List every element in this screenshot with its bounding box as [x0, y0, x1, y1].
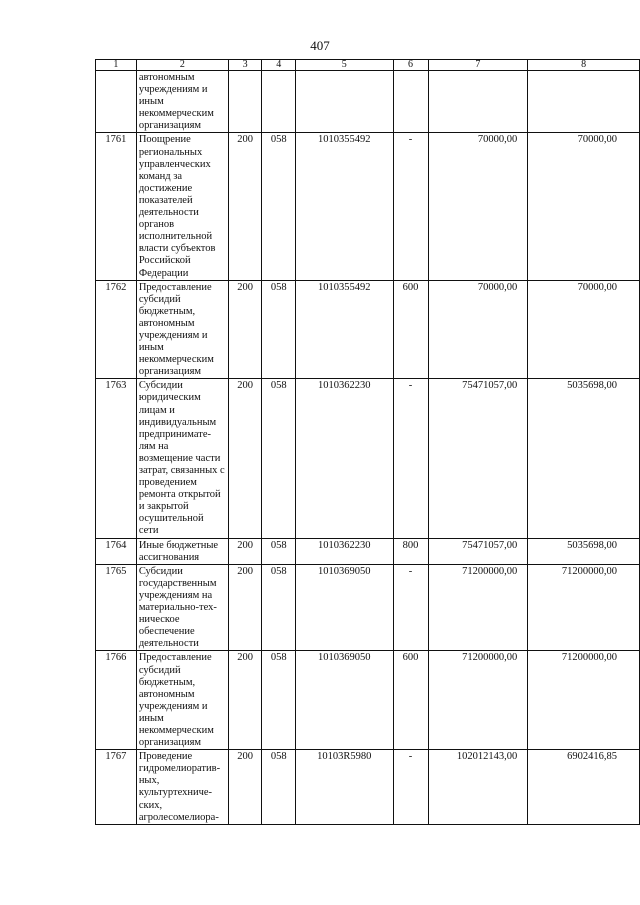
column-4-cell — [262, 71, 296, 133]
column-header: 6 — [393, 60, 428, 71]
table-row — [96, 71, 640, 133]
table-row — [96, 379, 640, 538]
row-number-cell: 1765 — [96, 564, 137, 651]
table-row — [96, 538, 640, 564]
column-5-cell: 1010369050 — [296, 651, 393, 750]
table-row — [96, 280, 640, 379]
column-4-cell: 058 — [262, 651, 296, 750]
row-number-cell: 1763 — [96, 379, 137, 538]
column-header: 8 — [528, 60, 640, 71]
column-6-cell: - — [393, 750, 428, 825]
column-header: 5 — [296, 60, 393, 71]
item-name-cell: автономным учреждениям и иным некоммерческим организациям — [136, 71, 228, 133]
column-8-cell: 6902416,85 — [528, 750, 640, 825]
column-6-cell: - — [393, 564, 428, 651]
column-3-cell: 200 — [228, 651, 262, 750]
column-8-cell: 5035698,00 — [528, 379, 640, 538]
column-5-cell — [296, 71, 393, 133]
item-name-cell: Субсидии государственным учреждениям на материально-тех-ническое обеспечение деятельности — [136, 564, 228, 651]
column-header: 1 — [96, 60, 137, 71]
column-3-cell: 200 — [228, 750, 262, 825]
column-3-cell: 200 — [228, 133, 262, 280]
item-name-cell: Поощрение региональных управленческих команд за достижение показателей деятельности органов исполнительной власти субъектов Российской Федерации — [136, 133, 228, 280]
column-6-cell: 800 — [393, 538, 428, 564]
column-5-cell: 1010355492 — [296, 133, 393, 280]
table-row — [96, 133, 640, 280]
column-7-cell — [428, 71, 528, 133]
column-7-cell: 71200000,00 — [428, 651, 528, 750]
item-name-cell: Иные бюджетные ассигнования — [136, 538, 228, 564]
column-5-cell: 1010362230 — [296, 538, 393, 564]
item-name-cell: Предоставление субсидий бюджетным, автономным учреждениям и иным некоммерческим организациям — [136, 651, 228, 750]
page-number: 407 — [310, 38, 330, 53]
column-4-cell: 058 — [262, 750, 296, 825]
column-header: 3 — [228, 60, 262, 71]
row-number-cell: 1766 — [96, 651, 137, 750]
column-header: 4 — [262, 60, 296, 71]
column-3-cell: 200 — [228, 564, 262, 651]
column-5-cell: 10103R5980 — [296, 750, 393, 825]
column-3-cell: 200 — [228, 538, 262, 564]
item-name-cell: Предоставление субсидий бюджетным, автономным учреждениям и иным некоммерческим организациям — [136, 280, 228, 379]
column-8-cell: 70000,00 — [528, 280, 640, 379]
column-7-cell: 71200000,00 — [428, 564, 528, 651]
column-7-cell: 75471057,00 — [428, 538, 528, 564]
column-3-cell: 200 — [228, 379, 262, 538]
column-8-cell: 5035698,00 — [528, 538, 640, 564]
column-4-cell: 058 — [262, 280, 296, 379]
column-header: 2 — [136, 60, 228, 71]
column-8-cell — [528, 71, 640, 133]
budget-table — [95, 59, 640, 825]
column-8-cell: 71200000,00 — [528, 564, 640, 651]
column-7-cell: 70000,00 — [428, 133, 528, 280]
column-4-cell: 058 — [262, 133, 296, 280]
table-row — [96, 564, 640, 651]
column-3-cell: 200 — [228, 280, 262, 379]
table-row — [96, 750, 640, 825]
row-number-cell: 1762 — [96, 280, 137, 379]
column-5-cell: 1010362230 — [296, 379, 393, 538]
column-6-cell: - — [393, 133, 428, 280]
row-number-cell: 1761 — [96, 133, 137, 280]
column-7-cell: 102012143,00 — [428, 750, 528, 825]
column-4-cell: 058 — [262, 538, 296, 564]
column-3-cell — [228, 71, 262, 133]
item-name-cell: Субсидии юридическим лицам и индивидуальным предпринимате-лям на возмещение части затрат, связанных с проведением ремонта открытой и закрытой осушительной сети — [136, 379, 228, 538]
table-row — [96, 651, 640, 750]
table-header-row — [96, 60, 640, 71]
column-5-cell: 1010355492 — [296, 280, 393, 379]
column-6-cell: - — [393, 379, 428, 538]
column-4-cell: 058 — [262, 379, 296, 538]
column-header: 7 — [428, 60, 528, 71]
column-7-cell: 70000,00 — [428, 280, 528, 379]
item-name-cell: Проведение гидромелиоратив-ных, культуртехниче-ских, агролесомелиора- — [136, 750, 228, 825]
column-8-cell: 71200000,00 — [528, 651, 640, 750]
column-6-cell: 600 — [393, 280, 428, 379]
column-5-cell: 1010369050 — [296, 564, 393, 651]
row-number-cell: 1767 — [96, 750, 137, 825]
column-7-cell: 75471057,00 — [428, 379, 528, 538]
column-6-cell — [393, 71, 428, 133]
row-number-cell: 1764 — [96, 538, 137, 564]
column-4-cell: 058 — [262, 564, 296, 651]
row-number-cell — [96, 71, 137, 133]
column-6-cell: 600 — [393, 651, 428, 750]
column-8-cell: 70000,00 — [528, 133, 640, 280]
